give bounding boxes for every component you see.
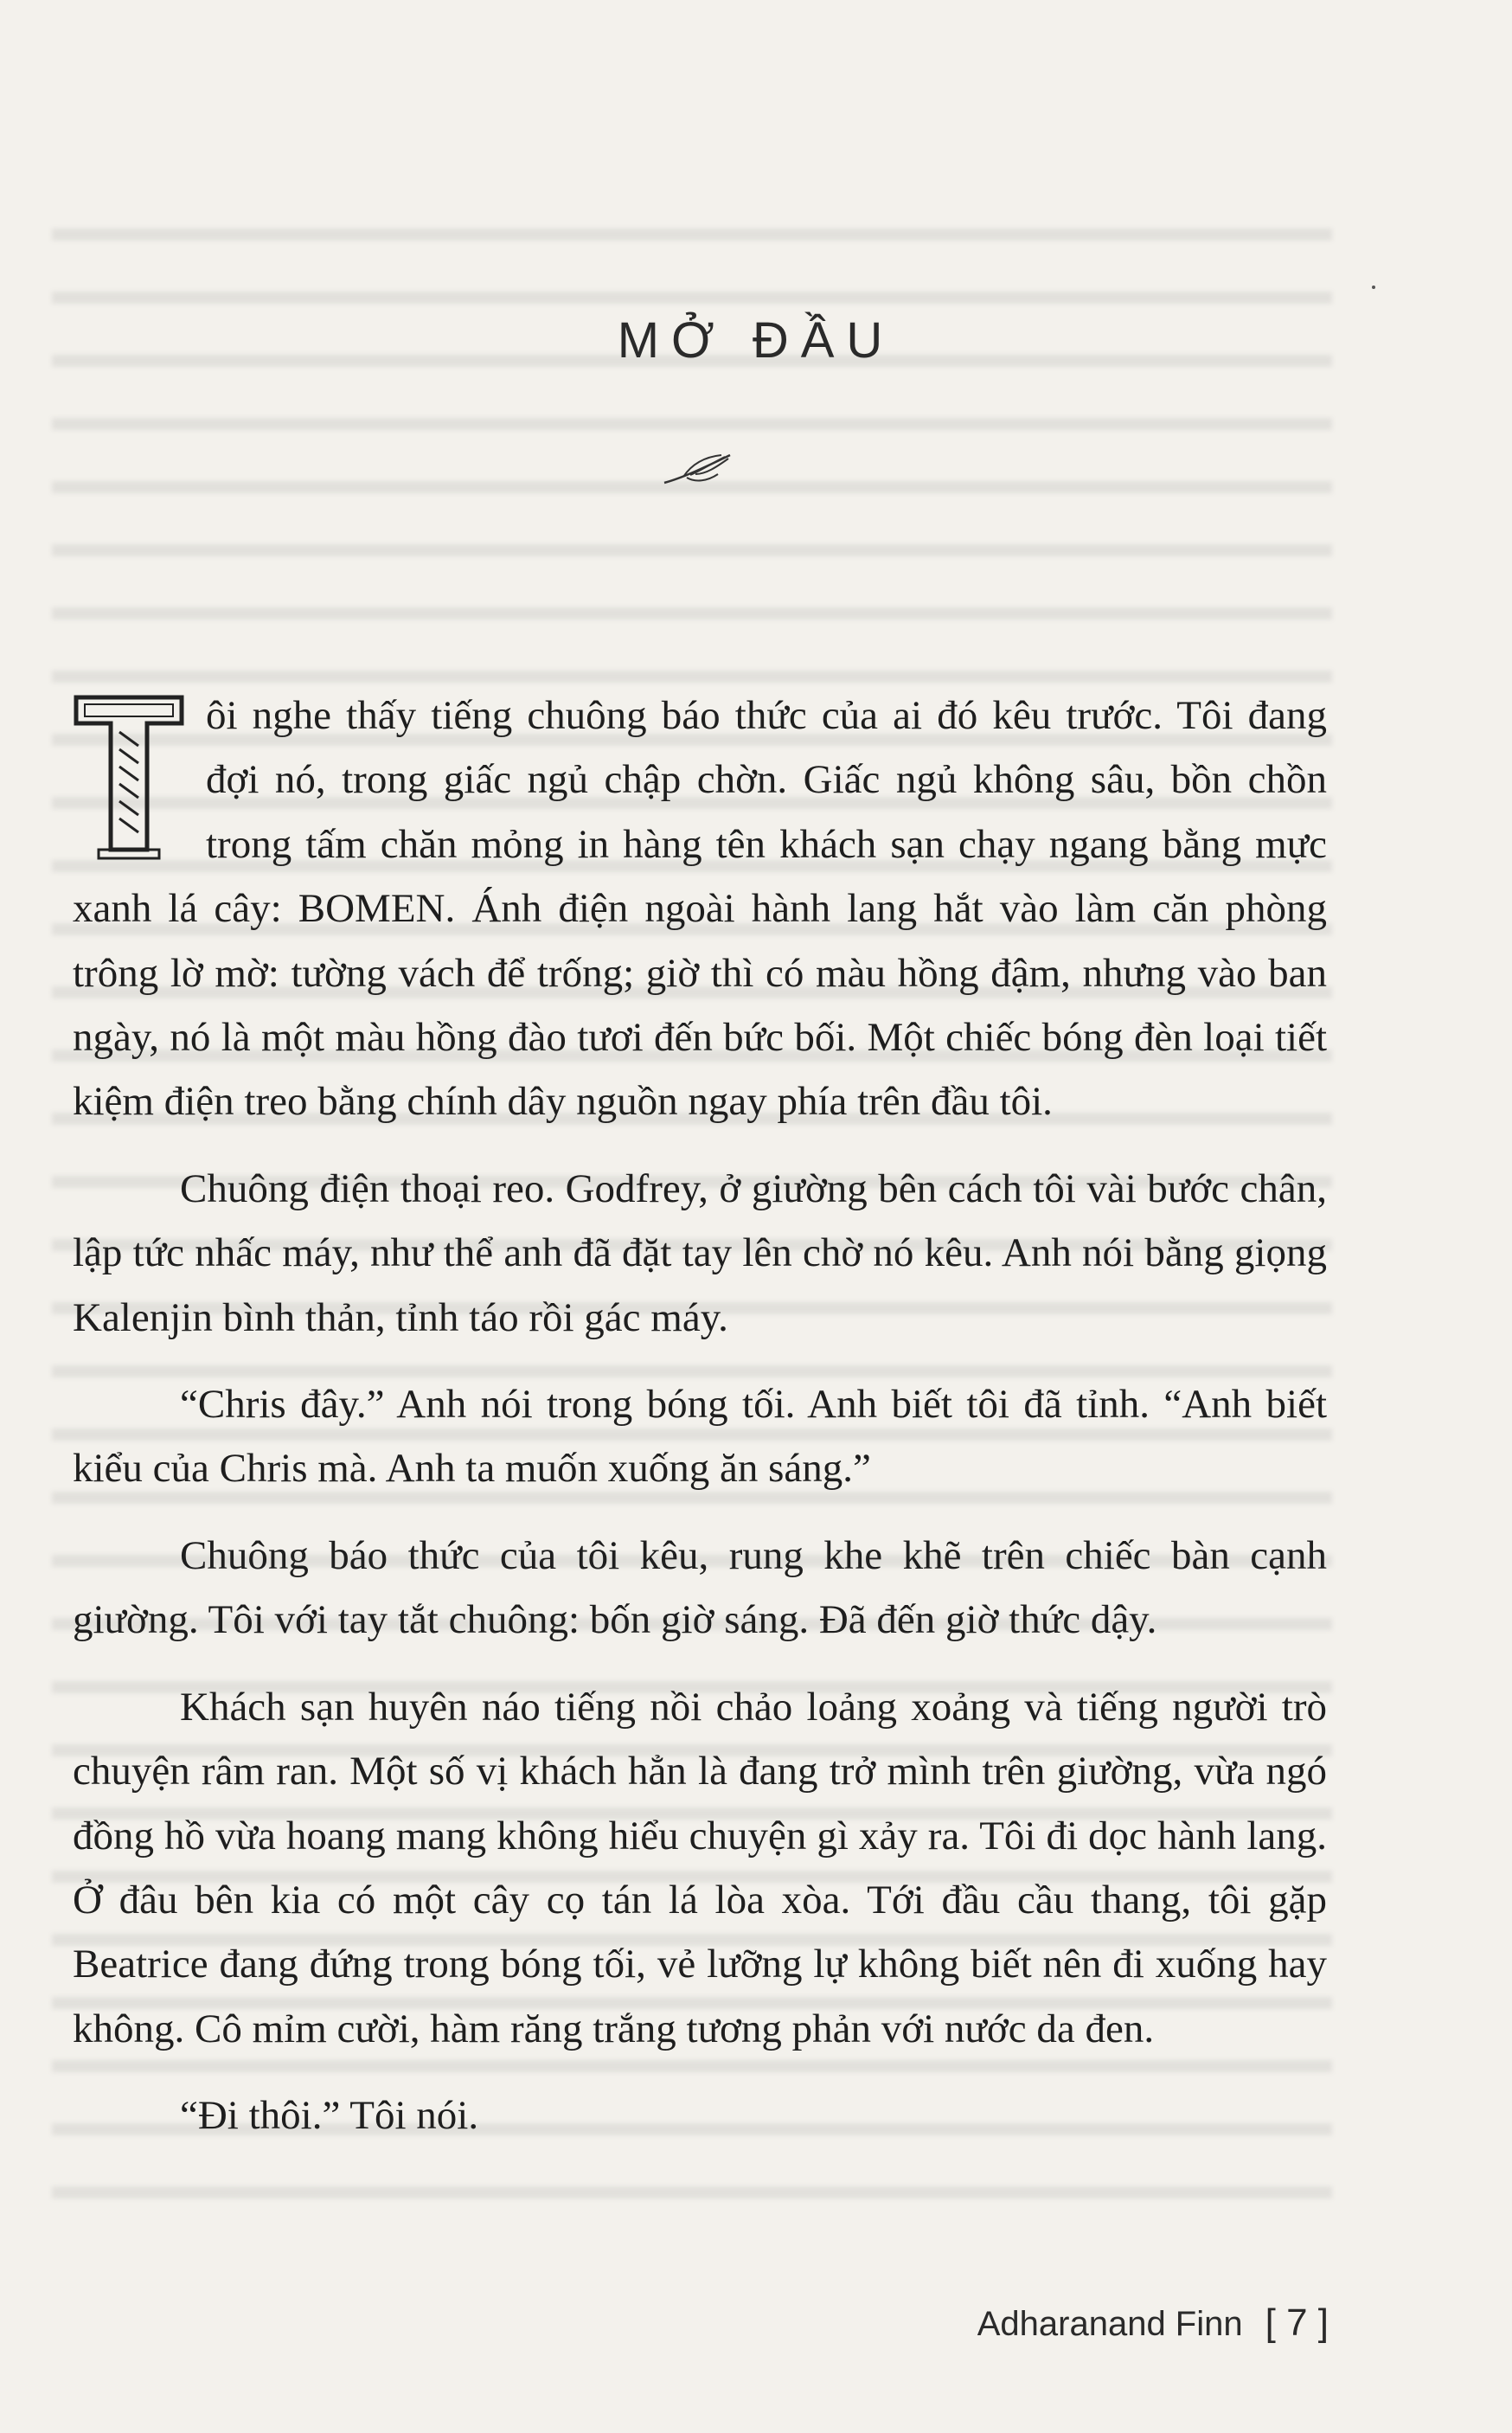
paragraph-2: Chuông điện thoại reo. Godfrey, ở giường bên cách tôi vài bước chân, lập tức nhấc máy, như thể anh đã đặt tay lên chờ nó kêu. Anh nói bằng giọng Kalenjin bình thản, tỉnh táo rồi gác máy.: [73, 1165, 1327, 1340]
paragraph-5: Khách sạn huyên náo tiếng nồi chảo loảng xoảng và tiếng người trò chuyện râm ran. Một số vị khách hẳn là đang trở mình trên giường, vừa ngó đồng hồ vừa hoang mang không hiểu chuyện gì xảy ra. Tôi đi dọc hành lang. Ở đâu bên kia có một cây cọ tán lá lòa xòa. Tới đầu cầu thang, tôi gặp Beatrice đang đứng trong bóng tối, vẻ lưỡng lự không biết nên đi xuống hay không. Cô mỉm cười, hàm răng trắng tương phản với nước da đen.: [73, 1684, 1327, 2051]
footer-author: Adharanand Finn: [977, 2305, 1243, 2343]
page-footer: [977, 2301, 1329, 2345]
feather-flourish-icon: [657, 448, 735, 491]
paragraph-1: [73, 684, 1327, 1134]
paragraph-6: “Đi thôi.” Tôi nói.: [180, 2093, 479, 2139]
chapter-title: MỞ ĐẦU: [617, 312, 895, 369]
paragraph-1-text: ôi nghe thấy tiếng chuông báo thức của ai đó kêu trước. Tôi đang đợi nó, trong giấc ngủ chập chờn. Giấc ngủ không sâu, bồn chồn trong tấm chăn mỏng in hàng tên khách sạn chạy ngang bằng mực xanh lá cây: BOMEN. Ánh điện ngoài hành lang hắt vào làm căn phòng trông lờ mờ: tường vách để trống; giờ thì có màu hồng đậm, nhưng vào ban ngày, nó là một màu hồng đào tươi đến bức bối. Một chiếc bóng đèn loại tiết kiệm điện treo bằng chính dây nguồn ngay phía trên đầu tôi.: [73, 693, 1327, 1125]
chapter-body: [73, 684, 1327, 2171]
drop-cap-t-icon: [73, 692, 185, 862]
paragraph-4: Chuông báo thức của tôi kêu, rung khe khẽ trên chiếc bàn cạnh giường. Tôi với tay tắt chuông: bốn giờ sáng. Đã đến giờ thức dậy.: [73, 1532, 1327, 1643]
page-number: [ 7 ]: [1265, 2301, 1329, 2344]
paragraph-3: “Chris đây.” Anh nói trong bóng tối. Anh biết tôi đã tỉnh. “Anh biết kiểu của Chris mà. Anh ta muốn xuống ăn sáng.”: [73, 1382, 1327, 1492]
print-speck: [1372, 286, 1375, 289]
